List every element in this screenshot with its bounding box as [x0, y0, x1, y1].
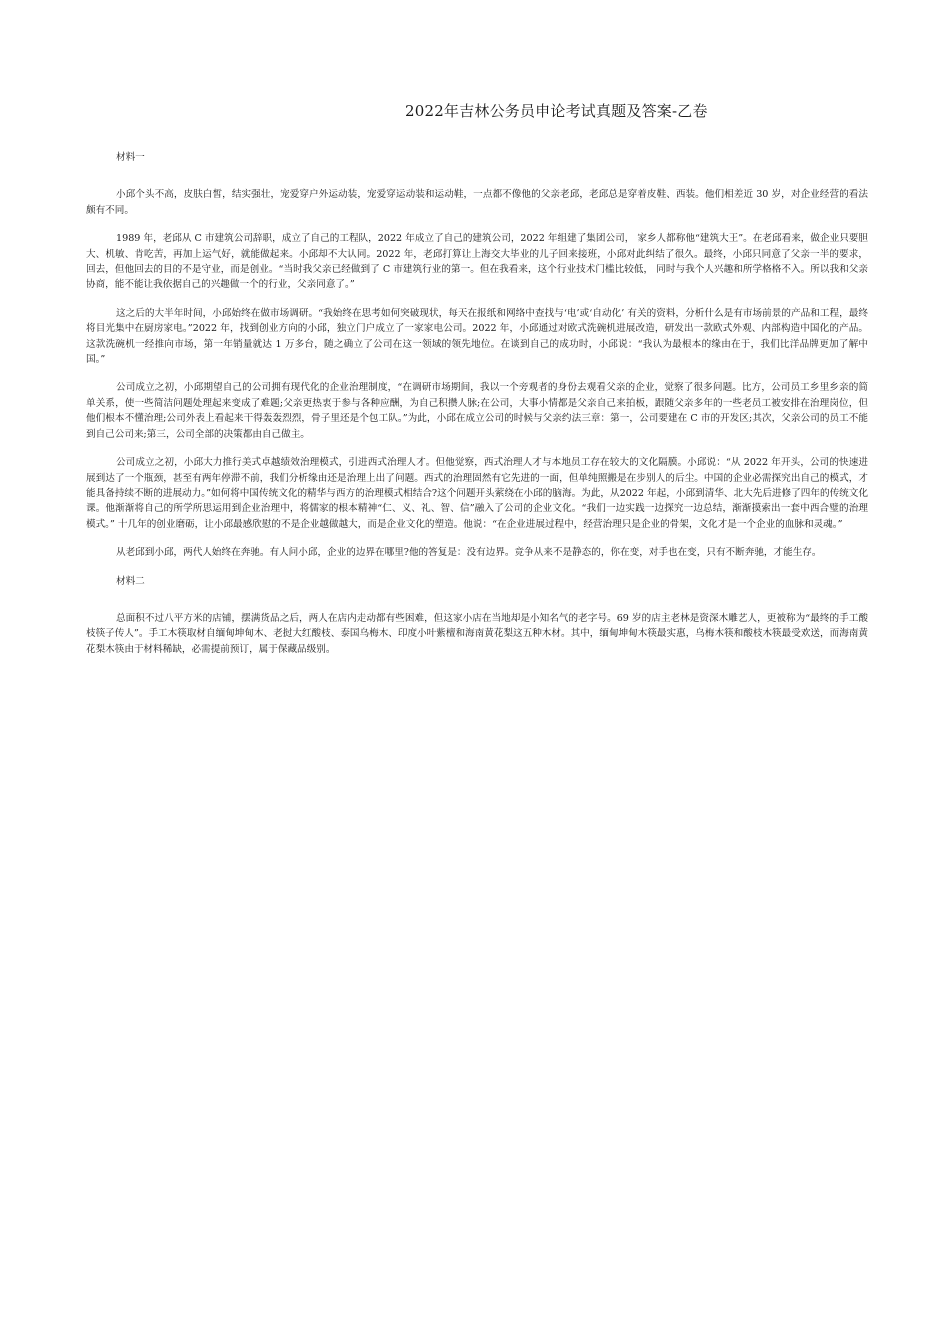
paragraph: 从老邱到小邱，两代人始终在奔驰。有人问小邱，企业的边界在哪里?他的答复是：没有边界。竞争从来不是静态的，你在变，对手也在变，只有不断奔驰，才能生存。: [116, 547, 822, 559]
section-material-1: [86, 150, 868, 561]
section-material-2: [86, 574, 868, 658]
page-title: 2022年吉林公务员申论考试真题及答案-乙卷: [405, 102, 708, 120]
paragraph: 1989 年，老邱从 C 市建筑公司辞职，成立了自己的工程队，2022 年成立了自己的建筑公司，2022 年组建了集团公司， 家乡人都称他“建筑大王”。在老邱看来，做企业只要胆大、机敏、肯吃苦，再加上运气好，就能做起来。小邱却不大认同。2022 年，老邱打算让上海交大毕业的儿子回来接班，小邱对此纠结了很久。最终，小邱只同意了父亲一半的要求，回去，但他回去的目的不是守业，而是创业。“当时我父亲已经做到了 C 市建筑行业的第一。但在我看来，这个行业技术门槛比较低， 同时与我个人兴趣和所学格格不入。所以我和父亲协商，能不能让我依据自己的兴趣做一个的行业，父亲同意了。”: [86, 233, 868, 291]
document-body: [86, 150, 868, 670]
paragraph: 公司成立之初，小邱期望自己的公司拥有现代化的企业治理制度，“在调研市场期间，我以一个旁观者的身份去观看父亲的企业，觉察了很多问题。比方，公司员工乡里乡亲的简单关系，使一些简洁问题处理起来变成了难题;父亲更热衷于参与各种应酬，为自己积攒人脉;在公司，大事小情都是父亲自己来拍板，跟随父亲多年的一些老员工被安排在治理岗位，但他们根本不懂治理;公司外表上看起来干得轰轰烈烈，骨子里还是个包工队。”为此，小邱在成立公司的时候与父亲约法三章：第一，公司要建在 C 市的开发区;其次，父亲公司的员工不能到自己公司来;第三，公司全部的决策都由自己做主。: [86, 382, 868, 440]
section-heading: 材料一: [116, 152, 145, 163]
section-heading: 材料二: [116, 575, 145, 587]
paragraph: 这之后的大半年时间，小邱始终在做市场调研。“我始终在思考如何突破现状，每天在报纸和网络中查找与‘电’或‘自动化’ 有关的资料，分析什么是有市场前景的产品和工程，最终将目光集中在厨房家电。”2022 年，找到创业方向的小邱，独立门户成立了一家家电公司。2022 年，小邱通过对欧式洗碗机进展改造，研发出一款欧式外观、内部构造中国化的产品。这款洗碗机一经推向市场，第一年销量就达 1 万多台，随之确立了公司在这一领域的领先地位。在谈到自己的成功时，小邱说：“我认为最根本的缘由在于，我们比洋品牌更加了解中国。”: [86, 307, 868, 366]
paragraph: 小邱个头不高，皮肤白皙，结实强壮，宠爱穿户外运动装，宠爱穿运动装和运动鞋，一点都不像他的父亲老邱，老邱总是穿着皮鞋、西装。他们相差近 30 岁，对企业经营的看法颇有不同。: [86, 189, 868, 216]
paragraph: 总面积不过八平方米的店铺，摆满货品之后，两人在店内走动都有些困难，但这家小店在当地却是小知名气的老字号。69 岁的店主老林是资深木雕艺人，更被称为“最终的手工酸枝筷子传人”。手工木筷取材自缅甸坤甸木、老挝大红酸枝、泰国乌梅木、印度小叶紫檀和海南黄花梨这五种木材。其中，缅甸坤甸木筷最实惠，乌梅木筷和酸枝木筷最受欢送，而海南黄花梨木筷由于材料稀缺，必需提前预订，属于保藏品级别。: [86, 612, 868, 655]
paragraph: 公司成立之初，小邱大力推行美式卓越绩效治理模式，引进西式治理人才。但他觉察，西式治理人才与本地员工存在较大的文化隔膜。小邱说：“从 2022 年开头，公司的快速进展到达了一个瓶颈，甚至有两年停滞不前，我们分析缘由还是治理上出了问题。西式的治理固然有它先进的一面，但单纯照搬是在步别人的后尘。中国的企业必需探究出自己的模式，才能具备持续不断的进展动力。”如何将中国传统文化的精华与西方的治理模式相结合?这个问题开头萦绕在小邱的脑海。为此，从2022 年起，小邱到清华、北大先后进修了四年的传统文化课。他渐渐将自己的所学所思运用到企业治理中，将儒家的根本精神“仁、义、礼、智、信”融入了公司的企业文化。“我们一边实践一边探究一边总结，渐渐摸索出一套中西合璧的治理模式。” 十几年的创业磨砺，让小邱最感欣慰的不是企业越做越大，而是企业文化的塑造。他说：“在企业进展过程中，经营治理只是企业的骨架，文化才是一个企业的血脉和灵魂。”: [86, 457, 868, 530]
